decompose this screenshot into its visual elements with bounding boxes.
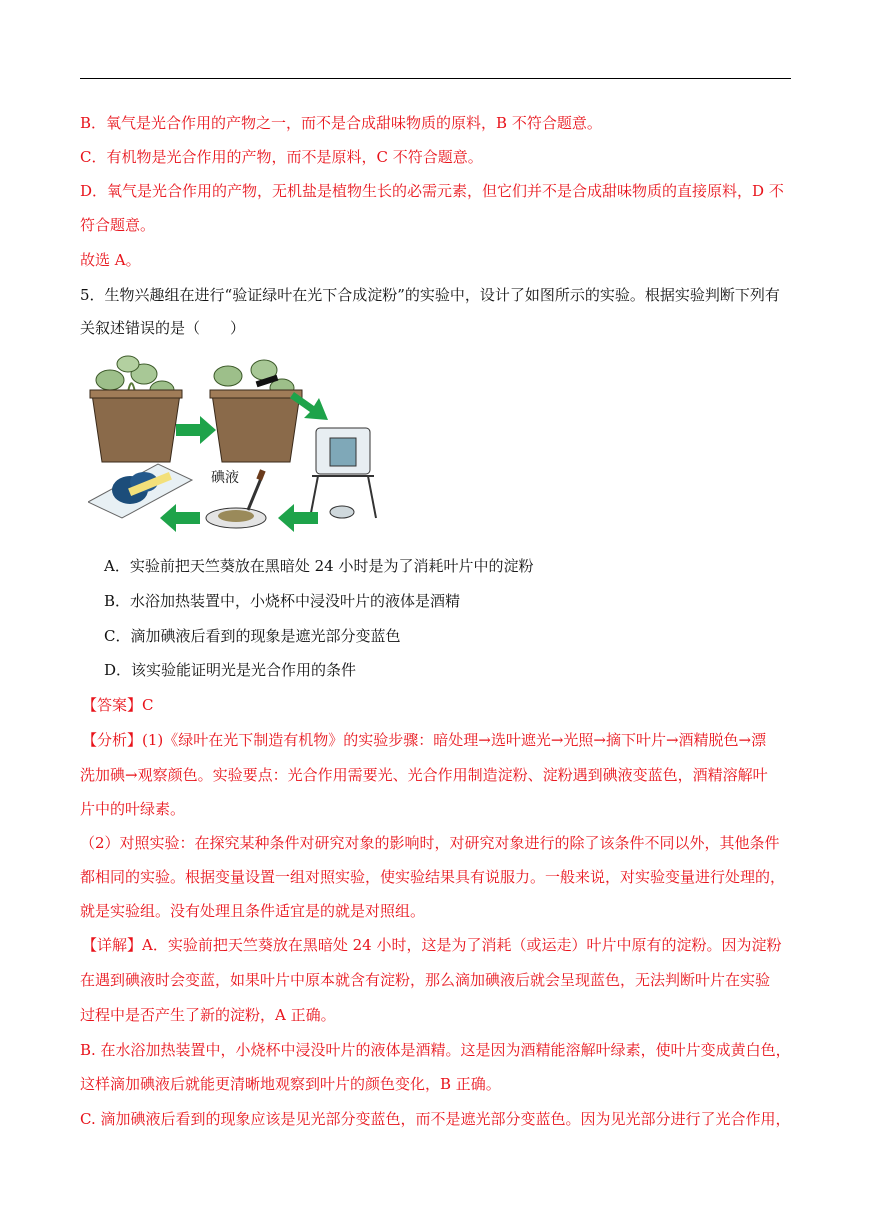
option-d-explanation-cont: 符合题意。 [80, 216, 156, 234]
analysis-line-1 [82, 730, 766, 750]
question-stem: 5．生物兴趣组在进行“验证绿叶在光下合成淀粉”的实验中，设计了如图所示的实验。根据实验判断下列有 [80, 286, 780, 304]
option-c: C．滴加碘液后看到的现象是遮光部分变蓝色 [104, 627, 401, 645]
analysis-line-3: 片中的叶绿素。 [80, 800, 186, 818]
analysis-line-6: 就是实验组。没有处理且条件适宜是的就是对照组。 [80, 902, 426, 920]
detail-line-2: 在遇到碘液时会变蓝，如果叶片中原本就含有淀粉，那么滴加碘液后就会呈现蓝色，无法判断叶片在实验 [80, 971, 771, 989]
question-stem-cont: 关叙述错误的是（ ） [80, 319, 246, 337]
analysis-line-2: 洗加碘→观察颜色。实验要点：光合作用需要光、光合作用制造淀粉、淀粉遇到碘液变蓝色，酒精溶解叶 [80, 766, 768, 784]
analysis-tag: 【分析】 [82, 731, 143, 749]
detail-line-3: 过程中是否产生了新的淀粉，A 正确。 [80, 1006, 336, 1024]
stained-leaf-icon [88, 464, 192, 518]
arrow-left-icon-2 [160, 504, 200, 532]
analysis-line-5: 都相同的实验。根据变量设置一组对照实验，使实验结果具有说服力。一般来说，对实验变量进行处理的， [80, 868, 786, 886]
analysis-line-4: （2）对照实验：在探究某种条件对研究对象的影响时，对研究对象进行的除了该条件不同以外，其他条件 [80, 834, 780, 852]
analysis-text-1: (1)《绿叶在光下制造有机物》的实验步骤：暗处理→选叶遮光→光照→摘下叶片→酒精脱色→漂 [142, 731, 767, 749]
water-bath-icon [310, 428, 376, 518]
detail-tag: 【详解】 [82, 936, 143, 954]
previous-answer: 故选 A。 [80, 251, 141, 269]
option-b-explanation: B．氧气是光合作用的产物之一，而不是合成甜味物质的原料，B 不符合题意。 [80, 114, 602, 132]
option-d: D．该实验能证明光是光合作用的条件 [104, 661, 357, 679]
option-b: B．水浴加热装置中，小烧杯中浸没叶片的液体是酒精 [104, 592, 461, 610]
arrow-right-icon [176, 416, 216, 444]
experiment-figure [88, 352, 388, 534]
covered-plant-icon [210, 360, 302, 462]
option-d-explanation: D．氧气是光合作用的产物，无机盐是植物生长的必需元素，但它们并不是合成甜味物质的直接原料，D 不 [80, 182, 784, 200]
option-c-explanation: C．有机物是光合作用的产物，而不是原料，C 不符合题意。 [80, 148, 483, 166]
iodine-label: 碘液 [211, 470, 239, 486]
header-rule [80, 78, 791, 79]
option-a: A．实验前把天竺葵放在黑暗处 24 小时是为了消耗叶片中的淀粉 [104, 557, 534, 575]
detail-line-1 [82, 935, 781, 955]
detail-text-1: A．实验前把天竺葵放在黑暗处 24 小时，这是为了消耗（或运走）叶片中原有的淀粉。因为淀粉 [142, 936, 782, 954]
detail-line-5: 这样滴加碘液后就能更清晰地观察到叶片的颜色变化，B 正确。 [80, 1075, 501, 1093]
detail-line-6: C. 滴加碘液后看到的现象应该是见光部分变蓝色，而不是遮光部分变蓝色。因为见光部分进行了光合作用， [80, 1110, 791, 1128]
detail-line-4: B. 在水浴加热装置中，小烧杯中浸没叶片的液体是酒精。这是因为酒精能溶解叶绿素，使叶片变成黄白色， [80, 1041, 791, 1059]
geranium-plant-icon [90, 356, 182, 462]
answer-line [82, 695, 154, 715]
answer-value: C [142, 696, 154, 714]
answer-tag: 【答案】 [82, 696, 143, 714]
